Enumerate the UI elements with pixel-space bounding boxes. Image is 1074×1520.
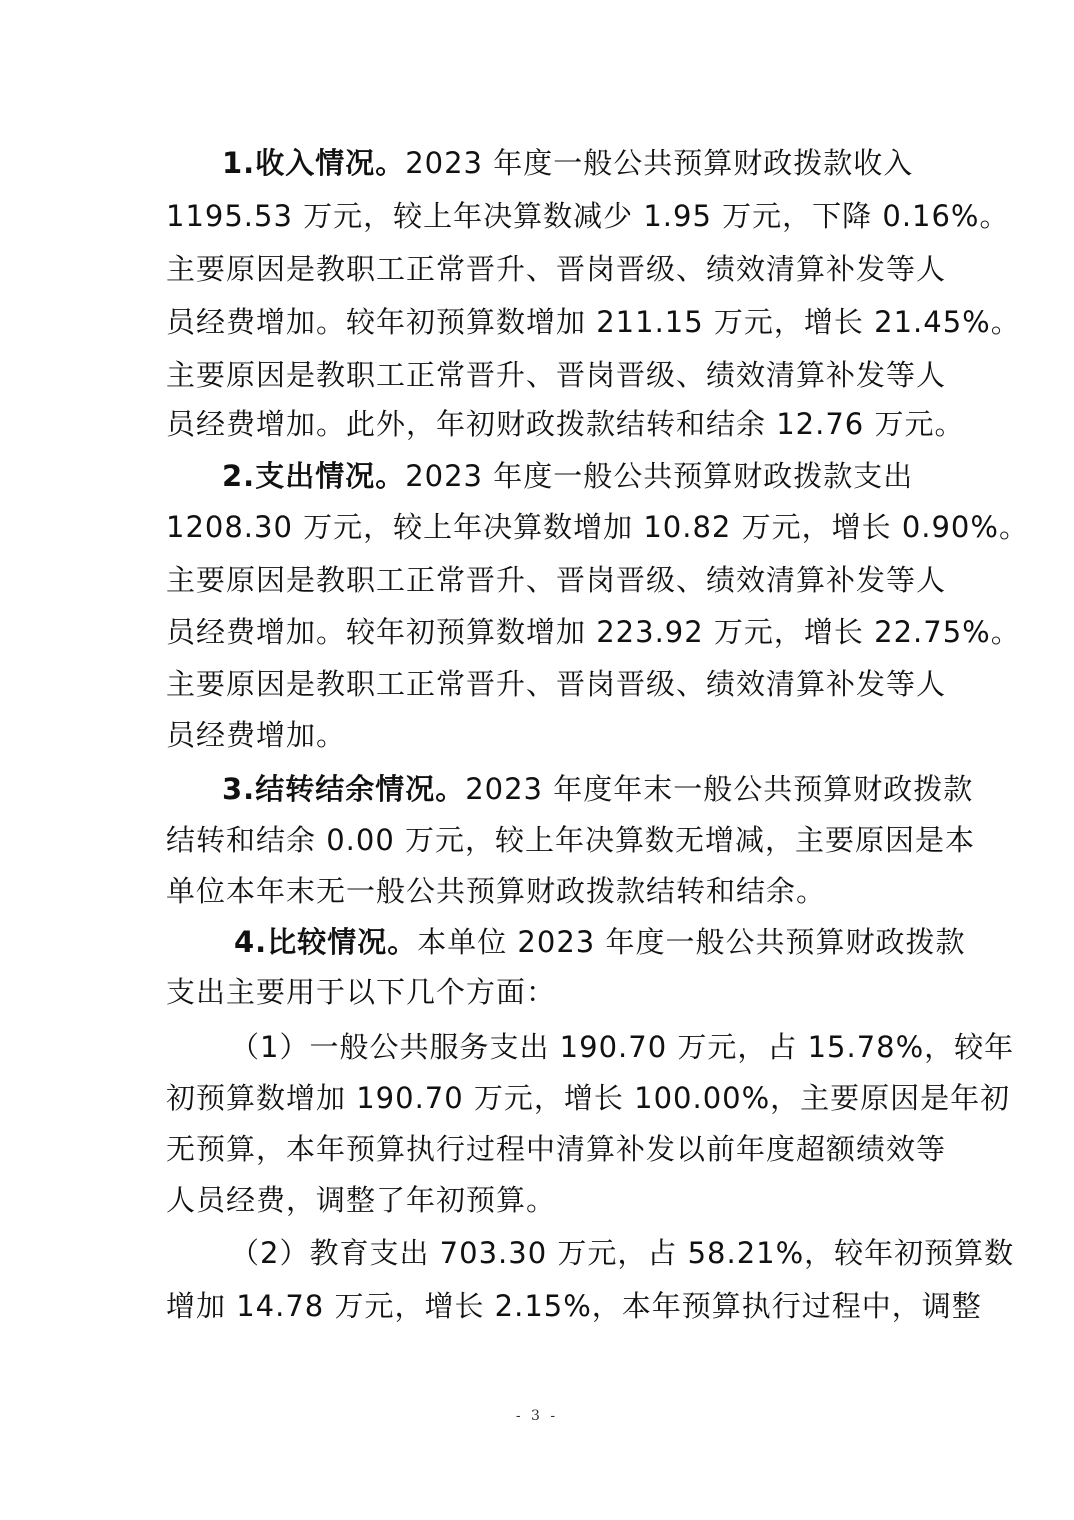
income-line-2: 1195.53 万元，较上年决算数减少 1.95 万元，下降 0.16%。 (166, 199, 1010, 233)
expenditure-line-5: 主要原因是教职工正常晋升、晋岗晋级、绩效清算补发等人 (166, 667, 947, 701)
item1-line-2: 初预算数增加 190.70 万元，增长 100.00%，主要原因是年初 (166, 1081, 1011, 1115)
item1-line-3: 无预算，本年预算执行过程中清算补发以前年度超额绩效等 (166, 1132, 947, 1166)
income-line-5: 主要原因是教职工正常晋升、晋岗晋级、绩效清算补发等人 (166, 358, 947, 392)
page-number: - 3 - (515, 1408, 559, 1424)
carryover-line-2: 结转和结余 0.00 万元，较上年决算数无增减，主要原因是本 (166, 823, 976, 857)
expenditure-line-3: 主要原因是教职工正常晋升、晋岗晋级、绩效清算补发等人 (166, 563, 947, 597)
carryover-heading: 3.结转结余情况。 (222, 772, 466, 806)
item1-line-4: 人员经费，调整了年初预算。 (166, 1183, 557, 1217)
expenditure-line-2: 1208.30 万元，较上年决算数增加 10.82 万元，增长 0.90%。 (166, 510, 1029, 544)
income-line-6: 员经费增加。此外，年初财政拨款结转和结余 12.76 万元。 (166, 407, 965, 441)
income-line-4: 员经费增加。较年初预算数增加 211.15 万元，增长 21.45%。 (166, 305, 1021, 339)
expenditure-line-4: 员经费增加。较年初预算数增加 223.92 万元，增长 22.75%。 (166, 615, 1021, 649)
income-heading: 1.收入情况。 (222, 146, 406, 180)
item2-line-2: 增加 14.78 万元，增长 2.15%，本年预算执行过程中，调整 (166, 1289, 982, 1323)
carryover-line-3: 单位本年末无一般公共预算财政拨款结转和结余。 (166, 874, 827, 908)
income-line-3: 主要原因是教职工正常晋升、晋岗晋级、绩效清算补发等人 (166, 252, 947, 286)
income-line-1: 1.收入情况。2023 年度一般公共预算财政拨款收入 (222, 146, 914, 180)
comparison-heading: 4.比较情况。 (234, 925, 418, 959)
expenditure-line-6: 员经费增加。 (166, 718, 347, 752)
comparison-line-1: 4.比较情况。本单位 2023 年度一般公共预算财政拨款 (234, 925, 966, 959)
item2-line-1: （2）教育支出 703.30 万元，占 58.21%，较年初预算数 (230, 1236, 1015, 1270)
carryover-line-1: 3.结转结余情况。2023 年度年末一般公共预算财政拨款 (222, 772, 974, 806)
item1-line-1: （1）一般公共服务支出 190.70 万元，占 15.78%，较年 (230, 1030, 1015, 1064)
expenditure-line-1: 2.支出情况。2023 年度一般公共预算财政拨款支出 (222, 459, 914, 493)
comparison-line-2: 支出主要用于以下几个方面： (166, 975, 557, 1009)
expenditure-heading: 2.支出情况。 (222, 459, 406, 493)
